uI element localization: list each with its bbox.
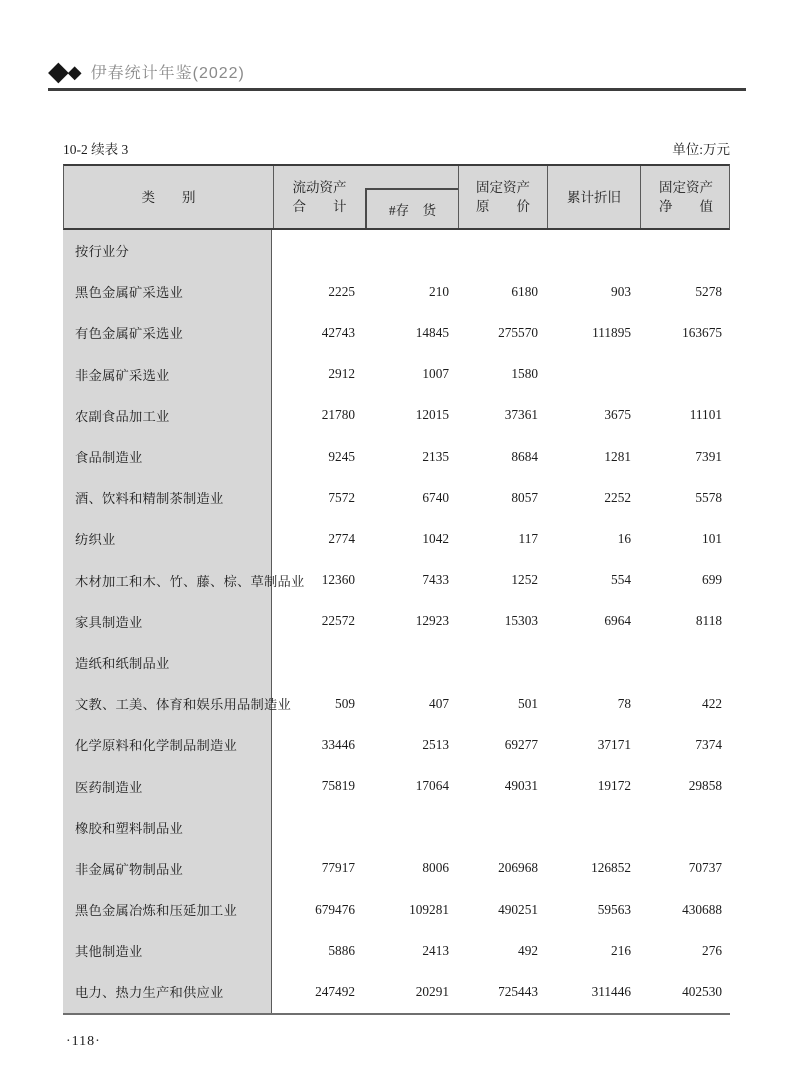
row-label: 木材加工和木、竹、藤、棕、草制品业 [63,560,272,601]
header-current-assets-line1: 流动资产 [292,180,347,195]
cell-accumulated-depreciation: 111895 [592,324,631,340]
table-row [63,312,730,353]
cell-accumulated-depreciation [546,807,639,848]
brand-header [48,55,746,87]
header-inventory-label: #存 货 [388,203,437,218]
statistics-table [63,164,730,1015]
cell-accumulated-depreciation [546,642,639,683]
table-row [63,848,730,889]
table-row [63,889,730,930]
table-row [63,971,730,1012]
cell-accumulated-depreciation: 903 [611,283,631,299]
header-fixed-assets-original [458,166,547,228]
table-row [63,354,730,395]
cell-inventory: 2413 [422,942,449,958]
cell-accumulated-depreciation: 59563 [597,901,631,917]
cell-inventory: 20291 [415,983,449,999]
cell-fixed-assets-net [639,807,730,848]
cell-current-assets-total: 7572 [328,489,355,505]
diamond-icon-large: ◆ [48,56,67,86]
cell-accumulated-depreciation: 126852 [591,860,631,876]
cell-inventory: 12923 [415,613,449,629]
row-label: 非金属矿物制品业 [63,848,272,889]
cell-accumulated-depreciation: 311446 [591,983,631,999]
table-row [63,477,730,518]
cell-fixed-assets-net [639,230,730,271]
cell-inventory: 17064 [415,778,449,794]
cell-current-assets-total: 75819 [321,778,355,794]
cell-inventory: 407 [429,695,449,711]
cell-fixed-assets-original [457,642,546,683]
cell-inventory: 7433 [422,572,449,588]
cell-current-assets-total [272,807,363,848]
header-inventory [365,188,458,228]
cell-fixed-assets-original: 725443 [498,983,538,999]
row-label: 纺织业 [63,518,272,559]
table-meta [63,138,730,158]
header-current-assets-total [274,166,365,228]
table-row [63,230,730,271]
page-number: ·118· [66,1034,101,1049]
row-label: 按行业分 [63,230,272,271]
cell-fixed-assets-original [457,807,546,848]
cell-current-assets-total: 679476 [315,901,355,917]
row-label: 农副食品加工业 [63,395,272,436]
cell-current-assets-total: 33446 [321,736,355,752]
cell-inventory: 109281 [409,901,449,917]
cell-fixed-assets-original [457,230,546,271]
row-label: 有色金属矿采选业 [63,312,272,353]
cell-inventory [363,807,457,848]
header-accumulated-depreciation [547,166,640,228]
cell-current-assets-total [272,230,363,271]
cell-fixed-assets-net: 70737 [688,860,722,876]
header-fixed-assets-original-line1: 固定资产 [476,180,530,195]
header-accumulated-depreciation-label: 累计折旧 [567,189,621,205]
cell-inventory [363,230,457,271]
cell-fixed-assets-original: 69277 [504,736,538,752]
cell-fixed-assets-net: 430688 [682,901,722,917]
header-category [64,166,273,228]
cell-fixed-assets-net [639,354,730,395]
cell-inventory: 6740 [422,489,449,505]
table-row [63,601,730,642]
row-label: 非金属矿采选业 [63,354,272,395]
cell-accumulated-depreciation: 78 [617,695,631,711]
row-label: 家具制造业 [63,601,272,642]
cell-current-assets-total: 2225 [328,283,355,299]
table-row [63,724,730,765]
cell-accumulated-depreciation: 3675 [604,407,631,423]
cell-inventory: 12015 [415,407,449,423]
row-label: 食品制造业 [63,436,272,477]
cell-fixed-assets-original: 206968 [498,860,538,876]
row-label: 文教、工美、体育和娱乐用品制造业 [63,683,272,724]
table-row [63,395,730,436]
cell-inventory [363,642,457,683]
table-body [63,230,730,1015]
row-label: 其他制造业 [63,930,272,971]
row-label: 橡胶和塑料制品业 [63,807,272,848]
table-id: 10-2 续表 3 [63,142,129,157]
header-fixed-assets-net [640,166,731,228]
cell-current-assets-total: 77917 [321,860,355,876]
header-fixed-assets-net-line1: 固定资产 [659,180,713,195]
unit-label: 单位:万元 [672,142,730,157]
table-row [63,683,730,724]
row-label: 医药制造业 [63,765,272,806]
cell-inventory: 14845 [415,324,449,340]
cell-inventory: 1007 [422,366,449,382]
cell-current-assets-total: 12360 [321,572,355,588]
table-row [63,436,730,477]
cell-current-assets-total: 5886 [328,942,355,958]
cell-fixed-assets-net: 699 [702,572,722,588]
cell-fixed-assets-original: 37361 [504,407,538,423]
cell-current-assets-total: 42743 [321,324,355,340]
cell-accumulated-depreciation: 2252 [604,489,631,505]
cell-fixed-assets-net: 5578 [695,489,722,505]
cell-fixed-assets-net: 163675 [682,324,722,340]
cell-fixed-assets-net: 8118 [695,613,722,629]
row-label: 电力、热力生产和供应业 [63,971,272,1012]
cell-fixed-assets-original: 49031 [504,778,538,794]
header-fixed-assets-original-line2: 原 价 [476,199,530,214]
cell-inventory: 210 [429,283,449,299]
cell-fixed-assets-original: 117 [518,530,538,546]
header-category-label: 类 别 [141,189,196,205]
cell-current-assets-total: 2774 [328,530,355,546]
cell-inventory: 2513 [422,736,449,752]
header-fixed-assets-net-line2: 净 值 [659,199,713,214]
cell-current-assets-total: 247492 [315,983,355,999]
cell-current-assets-total: 509 [335,695,355,711]
cell-accumulated-depreciation [546,230,639,271]
header-current-assets-line2: 合 计 [292,199,347,214]
row-label: 酒、饮料和精制茶制造业 [63,477,272,518]
table-row [63,560,730,601]
cell-current-assets-total: 21780 [321,407,355,423]
cell-inventory: 2135 [422,448,449,464]
header-rule [48,88,746,91]
cell-fixed-assets-original: 275570 [498,324,538,340]
cell-fixed-assets-net [639,642,730,683]
table-row [63,518,730,559]
cell-fixed-assets-net: 11101 [689,407,722,423]
cell-fixed-assets-original: 8057 [511,489,538,505]
cell-fixed-assets-original: 1252 [511,572,538,588]
cell-inventory: 8006 [422,860,449,876]
cell-current-assets-total [272,642,363,683]
diamond-icon-small: ◆ [67,61,82,82]
cell-fixed-assets-original: 6180 [511,283,538,299]
cell-fixed-assets-original: 501 [518,695,538,711]
table-row [63,807,730,848]
cell-fixed-assets-net: 422 [702,695,722,711]
cell-fixed-assets-original: 8684 [511,448,538,464]
cell-fixed-assets-net: 29858 [688,778,722,794]
cell-current-assets-total: 9245 [328,448,355,464]
cell-fixed-assets-original: 492 [518,942,538,958]
cell-fixed-assets-net: 101 [702,530,722,546]
cell-current-assets-total: 2912 [328,366,355,382]
cell-current-assets-total: 22572 [321,613,355,629]
header-current-assets [273,166,458,228]
cell-accumulated-depreciation: 16 [617,530,631,546]
row-label: 黑色金属矿采选业 [63,271,272,312]
cell-accumulated-depreciation: 554 [611,572,631,588]
cell-accumulated-depreciation [546,354,639,395]
cell-fixed-assets-net: 276 [702,942,722,958]
cell-accumulated-depreciation: 216 [611,942,631,958]
row-label: 造纸和纸制品业 [63,642,272,683]
cell-fixed-assets-original: 1580 [511,366,538,382]
cell-fixed-assets-net: 7391 [695,448,722,464]
cell-accumulated-depreciation: 6964 [604,613,631,629]
cell-fixed-assets-net: 5278 [695,283,722,299]
table-row [63,930,730,971]
table-row [63,642,730,683]
cell-accumulated-depreciation: 1281 [604,448,631,464]
cell-fixed-assets-original: 490251 [498,901,538,917]
cell-inventory: 1042 [422,530,449,546]
row-label: 化学原料和化学制品制造业 [63,724,272,765]
table-header [63,164,730,230]
cell-fixed-assets-original: 15303 [504,613,538,629]
cell-accumulated-depreciation: 19172 [597,778,631,794]
table-row [63,765,730,806]
cell-accumulated-depreciation: 37171 [597,736,631,752]
yearbook-title: 伊春统计年鉴(2022) [90,65,245,82]
cell-fixed-assets-net: 7374 [695,736,722,752]
row-label: 黑色金属冶炼和压延加工业 [63,889,272,930]
cell-fixed-assets-net: 402530 [682,983,722,999]
table-row [63,271,730,312]
